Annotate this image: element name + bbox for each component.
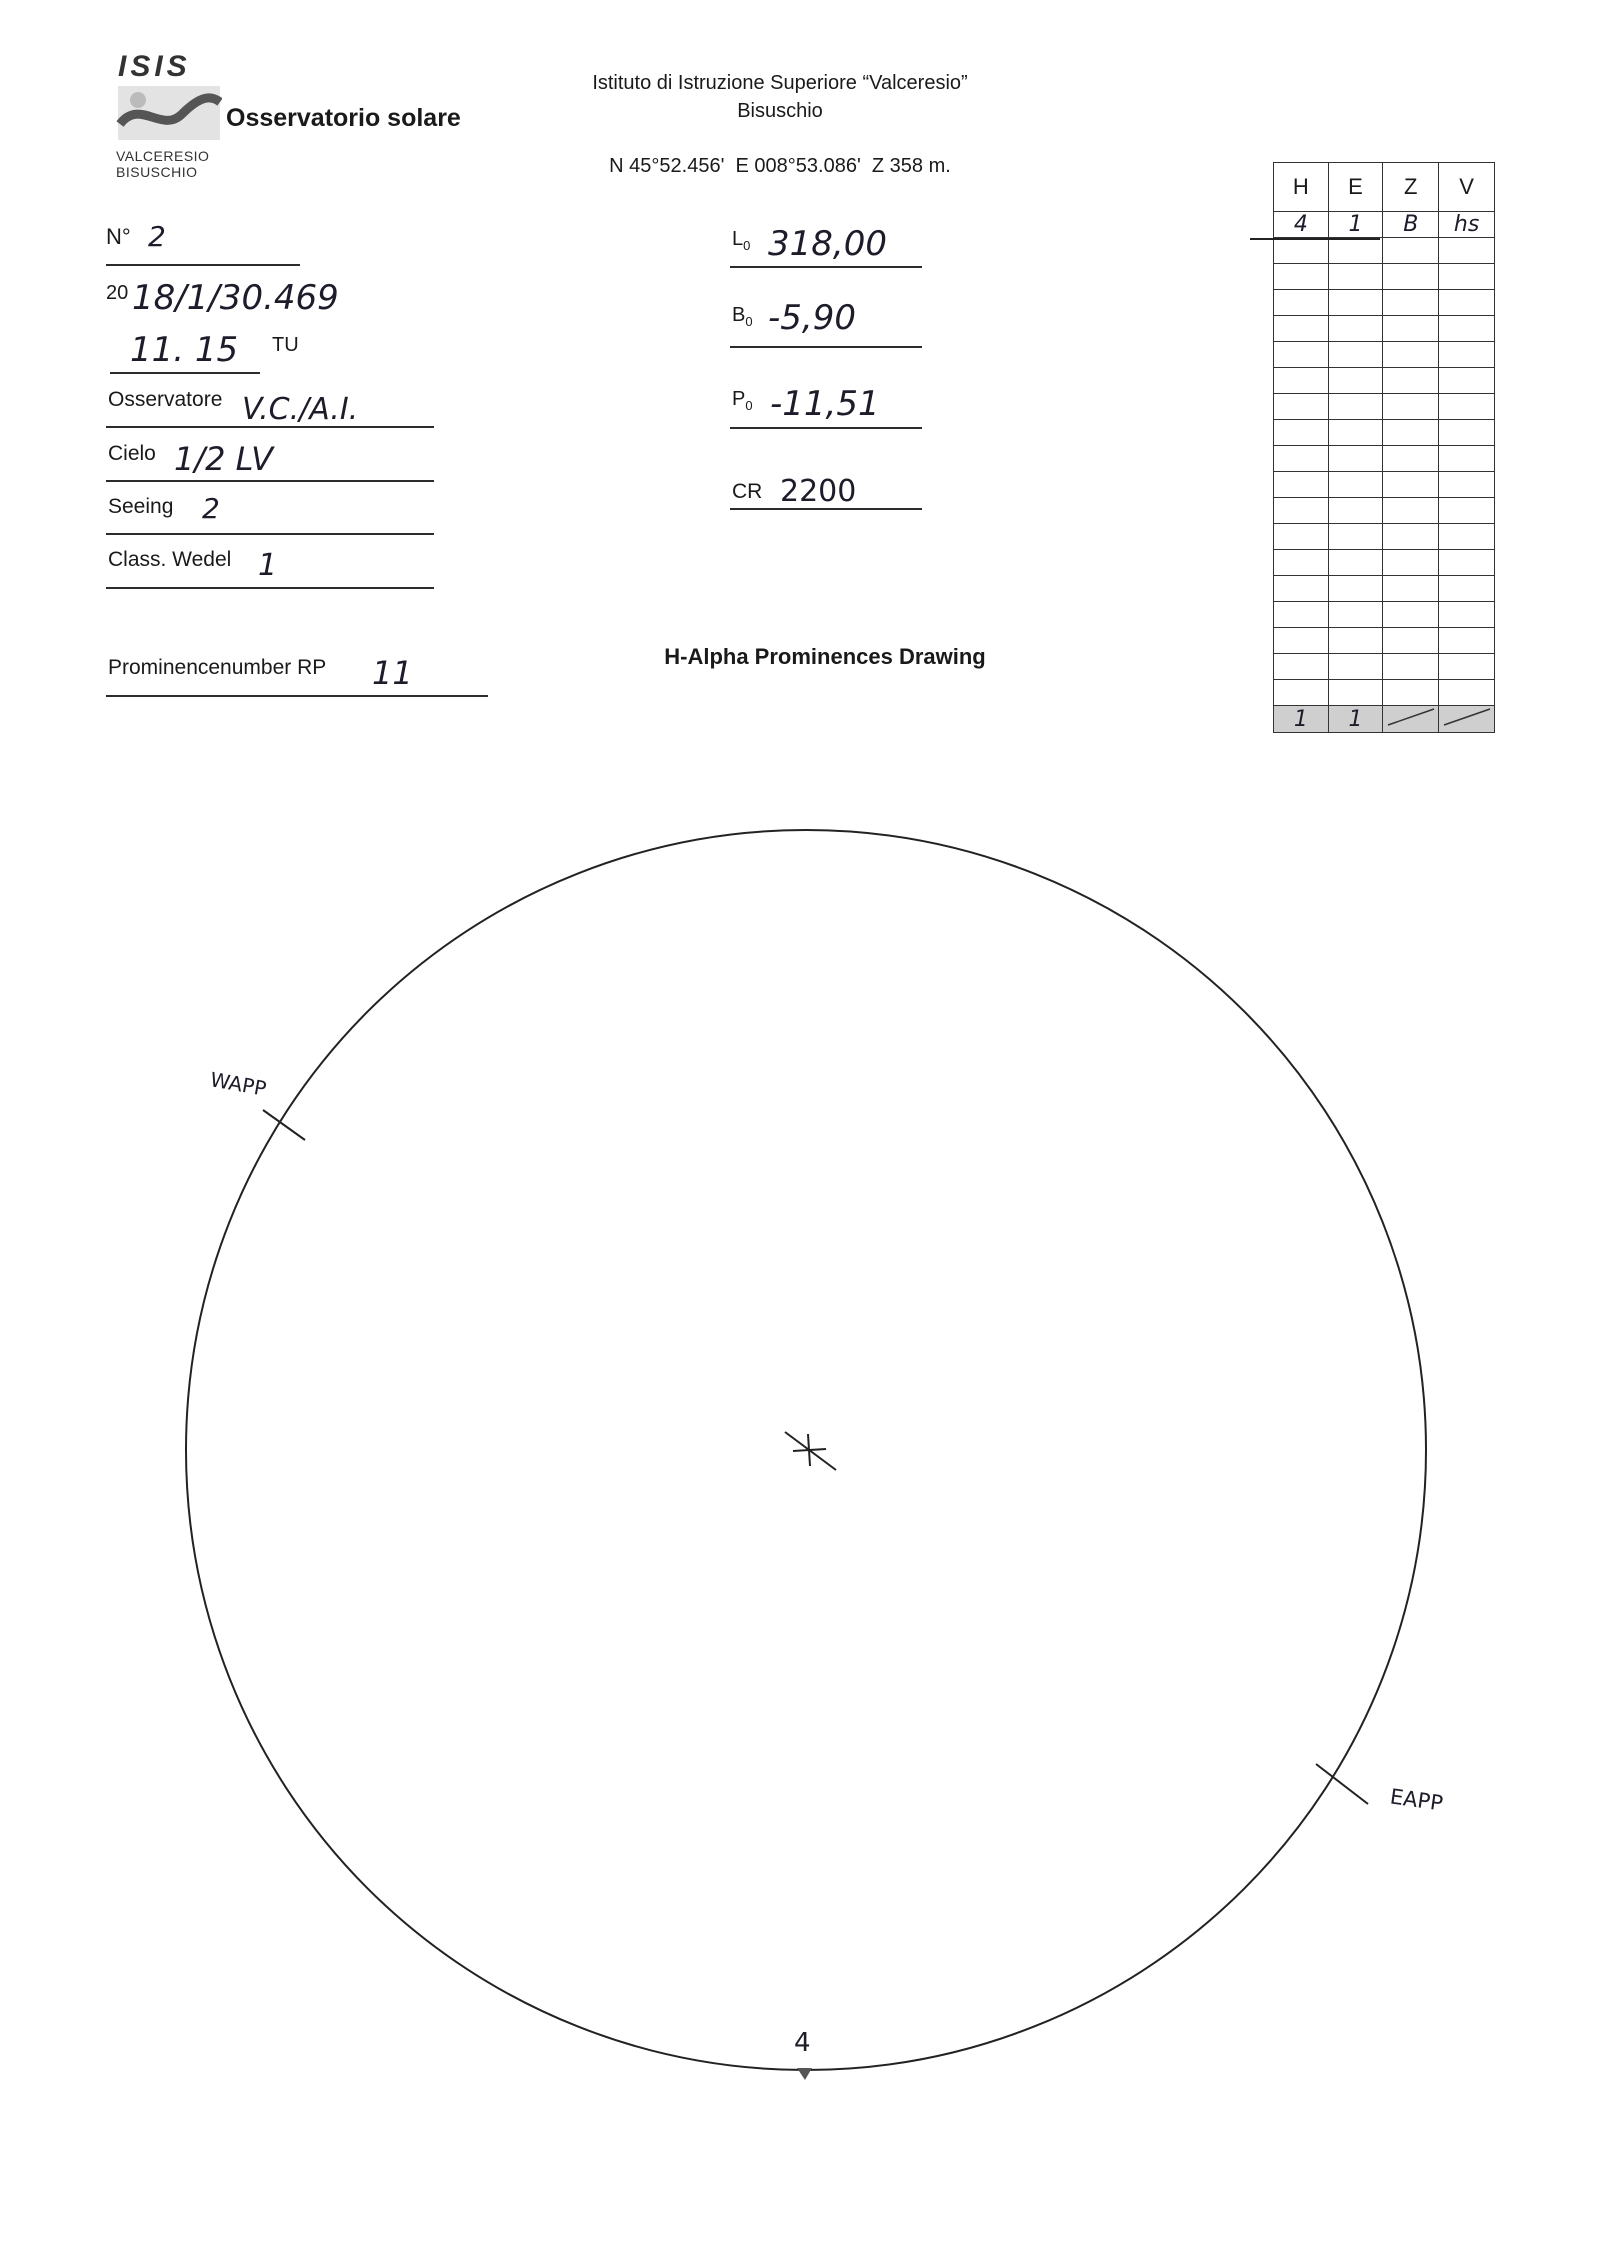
row1-v: hs [1439,212,1495,238]
prominence-number-label-on-disk: 4 [794,2028,811,2058]
logo-city-line1: VALCERESIO [116,148,210,164]
seeing-value: 2 [202,492,220,525]
west-label: WAPP [208,1067,269,1101]
institute-town: Bisuschio [737,100,823,122]
observatory-title: Osservatorio solare [226,104,461,132]
total-e: 1 [1328,706,1383,733]
header-z: Z [1383,163,1439,212]
sky-value: 1/2 LV [174,440,274,478]
b0-letter: B [732,304,746,326]
number-value: 2 [148,220,166,253]
east-axis-tick [1316,1764,1368,1804]
b0-subscript: 0 [745,314,753,329]
observer-label: Osservatore [108,388,223,411]
l0-value: 318,00 [768,224,887,264]
p0-letter: P [732,388,746,410]
prominence-marker-icon [797,2068,812,2080]
date-value: 18/1/30.469 [132,278,339,318]
center-cross-icon [785,1432,836,1470]
prominence-number-label: Prominencenumber RP [108,656,327,679]
header-h: H [1274,163,1329,212]
cr-value: 2200 [780,474,857,509]
seeing-label: Seeing [108,495,174,518]
institute-name: Istituto di Istruzione Superiore “Valceresio” [592,72,968,94]
p0-subscript: 0 [745,398,753,413]
row1-z: B [1383,212,1439,238]
logo-isis-text: ISIS [118,50,191,83]
wedel-value: 1 [258,548,278,583]
observer-value: V.C./A.I. [242,392,359,427]
b0-value: -5,90 [768,298,856,338]
drawing-title: H-Alpha Prominences Drawing [664,644,986,669]
prominence-number-value: 11 [372,654,413,692]
observatory-coordinates: N 45°52.456' E 008°53.086' Z 358 m. [609,155,951,177]
row1-e: 1 [1328,212,1383,238]
wedel-label: Class. Wedel [108,548,232,571]
header-e: E [1328,163,1383,212]
time-value: 11. 15 [130,330,239,370]
l0-letter: L [732,228,744,250]
time-unit: TU [272,334,299,356]
row1-h: 4 [1274,212,1329,238]
p0-value: -11,51 [770,384,880,424]
l0-subscript: 0 [743,238,751,253]
header-v: V [1439,163,1495,212]
logo-city-line2: BISUSCHIO [116,164,198,180]
date-prefix: 20 [106,282,129,304]
sky-label: Cielo [108,442,156,465]
cr-label: CR [732,480,763,503]
number-label: N° [106,224,131,249]
total-h: 1 [1274,706,1329,733]
east-label: EAPP [1388,1784,1445,1816]
